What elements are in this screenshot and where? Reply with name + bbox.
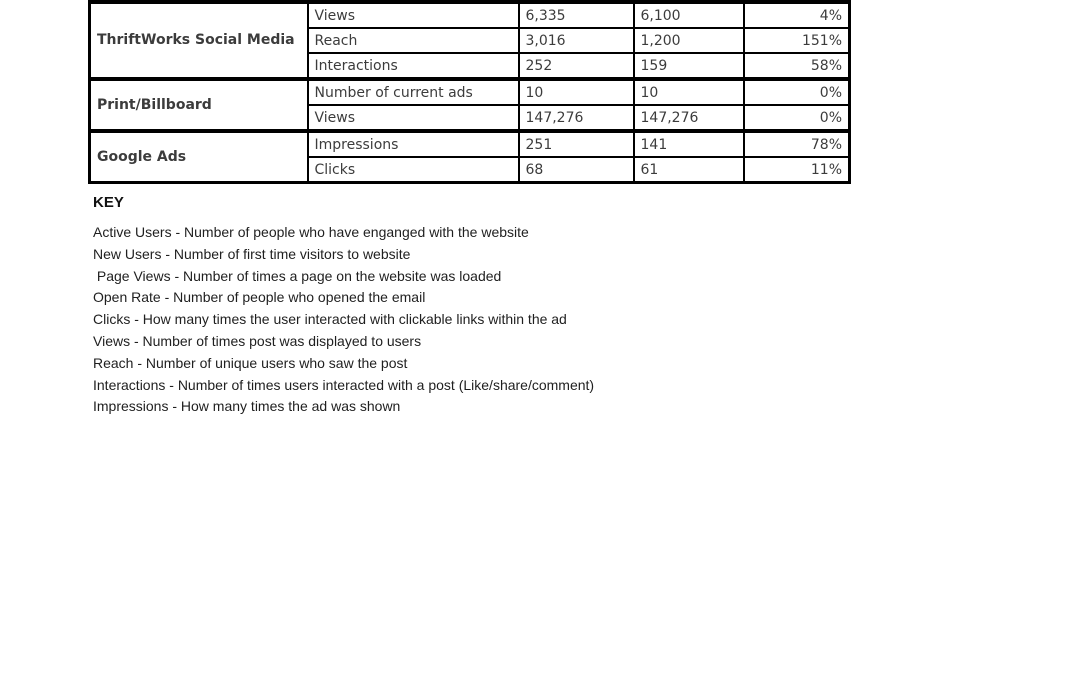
percent-change-cell: 0% <box>744 79 850 105</box>
key-entry-impressions: Impressions - How many times the ad was shown <box>93 398 401 415</box>
channel-label-thriftworks-social-media: ThriftWorks Social Media <box>90 2 308 79</box>
previous-value-cell: 159 <box>634 53 744 79</box>
key-entry-active-users: Active Users - Number of people who have enganged with the website <box>93 224 529 240</box>
current-value-cell: 3,016 <box>519 28 634 53</box>
previous-value-cell: 1,200 <box>634 28 744 53</box>
previous-value-cell: 147,276 <box>634 105 744 131</box>
table-row <box>90 131 850 157</box>
percent-change-cell: 0% <box>744 105 850 131</box>
table-row <box>90 79 850 105</box>
channel-label-google-ads: Google Ads <box>90 131 308 183</box>
key-entry-reach: Reach - Number of unique users who saw the post <box>93 354 408 371</box>
metric-name-cell: Interactions <box>308 53 519 79</box>
previous-value-cell: 61 <box>634 157 744 183</box>
metric-name-cell: Impressions <box>308 131 519 157</box>
key-entry-views: Views - Number of times post was displayed to users <box>93 332 422 349</box>
percent-change-cell: 151% <box>744 28 850 53</box>
key-entry-new-users: New Users - Number of first time visitors to website <box>93 245 411 262</box>
previous-value-cell: 141 <box>634 131 744 157</box>
percent-change-cell: 58% <box>744 53 850 79</box>
percent-change-cell: 78% <box>744 131 850 157</box>
metrics-table <box>88 0 851 184</box>
previous-value-cell: 6,100 <box>634 2 744 28</box>
metric-name-cell: Views <box>308 105 519 131</box>
channel-label-print-billboard: Print/Billboard <box>90 79 308 131</box>
previous-value-cell: 10 <box>634 79 744 105</box>
current-value-cell: 147,276 <box>519 105 634 131</box>
key-entry-clicks: Clicks - How many times the user interacted with clickable links within the ad <box>93 311 567 328</box>
table-row <box>90 2 850 28</box>
key-entry-open-rate: Open Rate - Number of people who opened the email <box>93 289 426 306</box>
key-heading: KEY <box>93 194 124 211</box>
percent-change-cell: 11% <box>744 157 850 183</box>
current-value-cell: 252 <box>519 53 634 79</box>
current-value-cell: 6,335 <box>519 2 634 28</box>
metric-name-cell: Reach <box>308 28 519 53</box>
metric-name-cell: Number of current ads <box>308 79 519 105</box>
current-value-cell: 251 <box>519 131 634 157</box>
current-value-cell: 68 <box>519 157 634 183</box>
current-value-cell: 10 <box>519 79 634 105</box>
metric-name-cell: Clicks <box>308 157 519 183</box>
key-section <box>93 194 594 418</box>
key-entry-interactions: Interactions - Number of times users interacted with a post (Like/share/comment) <box>93 376 595 393</box>
key-entry-page-views: Page Views - Number of times a page on the website was loaded <box>93 267 502 284</box>
metric-name-cell: Views <box>308 2 519 28</box>
percent-change-cell: 4% <box>744 2 850 28</box>
